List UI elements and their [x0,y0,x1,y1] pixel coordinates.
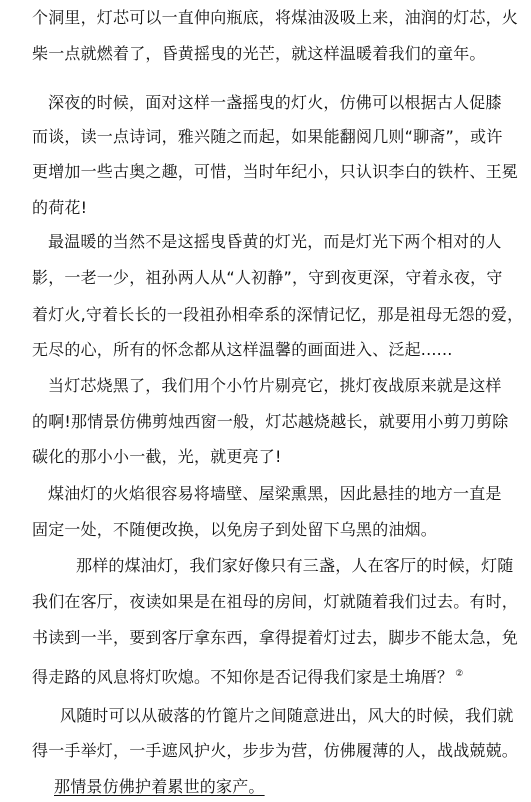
text-line: 风随时可以从破落的竹篦片之间随意进出，风大的时候，我们就 [60,706,514,725]
text-line: 的荷花! [32,198,88,217]
text-line: 固定一处，不随便改换，以免房子到处留下乌黑的油烟。 [32,520,438,539]
text-line: 更增加一些古奥之趣，可惜，当时年纪小，只认识李白的铁杵、王冕 [32,162,519,181]
text-line: 无尽的心，所有的怀念都从这样温馨的画面进入、泛起...... [32,340,453,359]
text-line: 得一手举灯，一手遮风护火，步步为营，仿佛履薄的人，战战兢兢。 [32,741,519,760]
text-line: 着灯火,守着长长的一段祖孙相牵系的深情记忆，那是祖母无怨的爱， [32,305,524,324]
text-line: 影，一老一少，祖孙两人从“人初静”，守到夜更深，守着永夜，守 [32,268,503,287]
text-line: 书读到一半，要到客厅拿东西，拿得提着灯过去，脚步不能太急，免 [32,628,519,647]
text-line: 最温暖的当然不是这摇曳昏黄的灯光，而是灯光下两个相对的人 [48,232,502,251]
text-line [32,664,463,687]
text-line: 而谈，读一点诗词，雅兴随之而起，如果能翻阅几则“聊斋”，或许 [32,127,503,146]
text-line: 我们在客厅，夜读如果是在祖母的房间，灯就随着我们过去。有时， [32,592,519,611]
text-line: 深夜的时候，面对这样一盏摇曳的灯火，仿佛可以根据古人促膝 [48,93,502,112]
text-line: 的啊!那情景仿佛剪烛西窗一般，灯芯越烧越长，就要用小剪刀剪除 [32,412,509,431]
footnote-marker: ② [455,669,464,679]
text-line: 柴一点就燃着了，昏黄摇曳的光芒，就这样温暖着我们的童年。 [32,44,486,63]
text-line: 个洞里，灯芯可以一直伸向瓶底，将煤油汲吸上来，油润的灯芯，火 [32,8,519,27]
text-line: 煤油灯的火焰很容易将墙壁、屋梁熏黑，因此悬挂的地方一直是 [48,484,502,503]
text-line: 那样的煤油灯，我们家好像只有三盏，人在客厅的时候，灯随 [76,556,514,575]
text-line: 碳化的那小小一截，光，就更亮了! [32,447,282,466]
underlined-text-line: 那情景仿佛护着累世的家产。 [54,777,265,796]
text-line: 当灯芯烧黑了，我们用个小竹片剔亮它，挑灯夜战原来就是这样 [48,376,502,395]
text-line-body: 得走路的风息将灯吹熄。不知你是否记得我们家是土埆厝？ [32,667,454,687]
